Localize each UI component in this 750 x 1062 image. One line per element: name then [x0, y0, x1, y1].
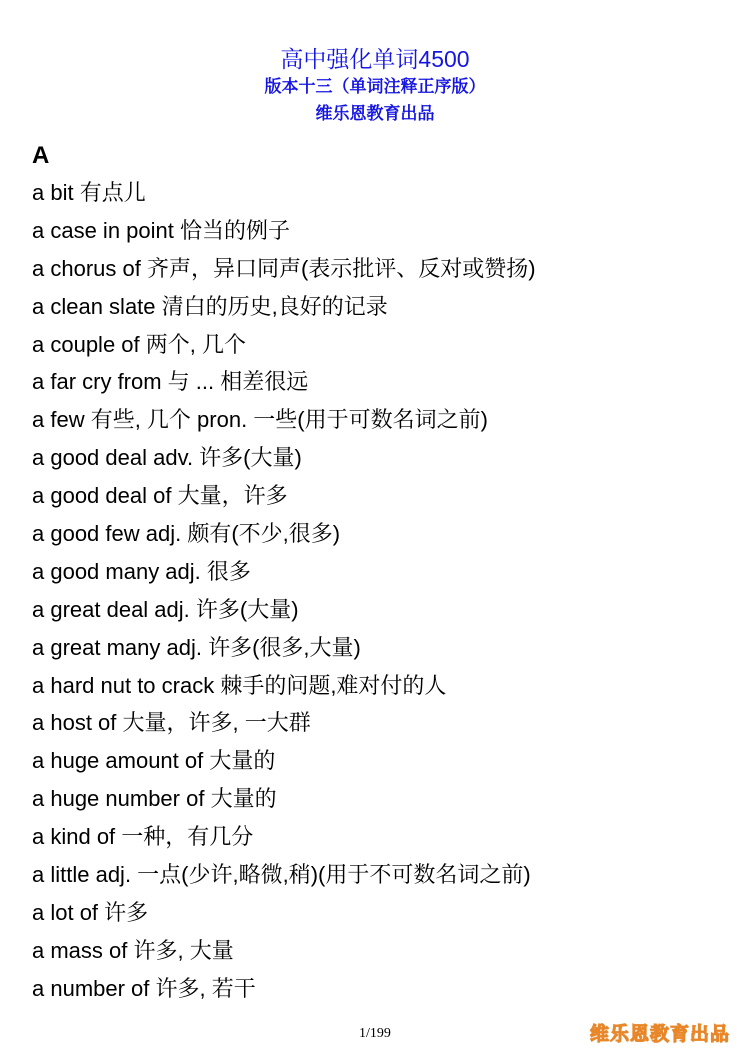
vocabulary-list — [32, 174, 722, 1008]
vocabulary-entry: a huge number of 大量的 — [32, 786, 277, 812]
vocabulary-entry: a good many adj. 很多 — [32, 558, 251, 584]
vocabulary-entry: a clean slate 清白的历史,良好的记录 — [32, 293, 388, 319]
vocabulary-entry: a good deal adv. 许多(大量) — [32, 445, 302, 471]
vocabulary-entry: a mass of 许多, 大量 — [32, 937, 234, 963]
vocabulary-entry: a chorus of 齐声，异口同声(表示批评、反对或赞扬) — [32, 255, 536, 281]
vocabulary-entry: a great many adj. 许多(很多,大量) — [32, 634, 361, 660]
publisher-watermark: 维乐恩教育出品 — [589, 1023, 730, 1045]
vocabulary-entry: a number of 许多, 若干 — [32, 975, 256, 1001]
vocabulary-entry: a few 有些, 几个 pron. 一些(用于可数名词之前) — [32, 407, 488, 433]
vocabulary-entry: a bit 有点儿 — [32, 180, 146, 205]
document-title: 高中强化单词4500 — [280, 46, 470, 72]
vocabulary-entry: a couple of 两个, 几个 — [32, 331, 246, 357]
document-header — [0, 44, 750, 128]
vocabulary-entry: a lot of 许多 — [32, 899, 149, 925]
vocabulary-entry: a little adj. 一点(少许,略微,稍)(用于不可数名词之前) — [32, 862, 531, 888]
vocabulary-entry: a case in point 恰当的例子 — [32, 217, 290, 243]
vocabulary-entry: a good deal of 大量，许多 — [32, 483, 288, 509]
section-letter-heading: A — [32, 142, 50, 169]
page-number: 1/199 — [359, 1026, 391, 1041]
vocabulary-entry: a good few adj. 颇有(不少,很多) — [32, 521, 341, 547]
vocabulary-entry: a host of 大量，许多, 一大群 — [32, 710, 311, 736]
vocabulary-entry: a far cry from 与 ... 相差很远 — [32, 369, 309, 395]
document-subtitle: 版本十三（单词注释正序版） — [264, 77, 486, 96]
vocabulary-entry: a kind of 一种，有几分 — [32, 824, 254, 850]
vocabulary-entry: a huge amount of 大量的 — [32, 748, 276, 774]
document-publisher: 维乐恩教育出品 — [315, 104, 435, 123]
vocabulary-entry: a great deal adj. 许多(大量) — [32, 596, 299, 622]
vocabulary-entry: a hard nut to crack 棘手的问题,难对付的人 — [32, 672, 447, 698]
